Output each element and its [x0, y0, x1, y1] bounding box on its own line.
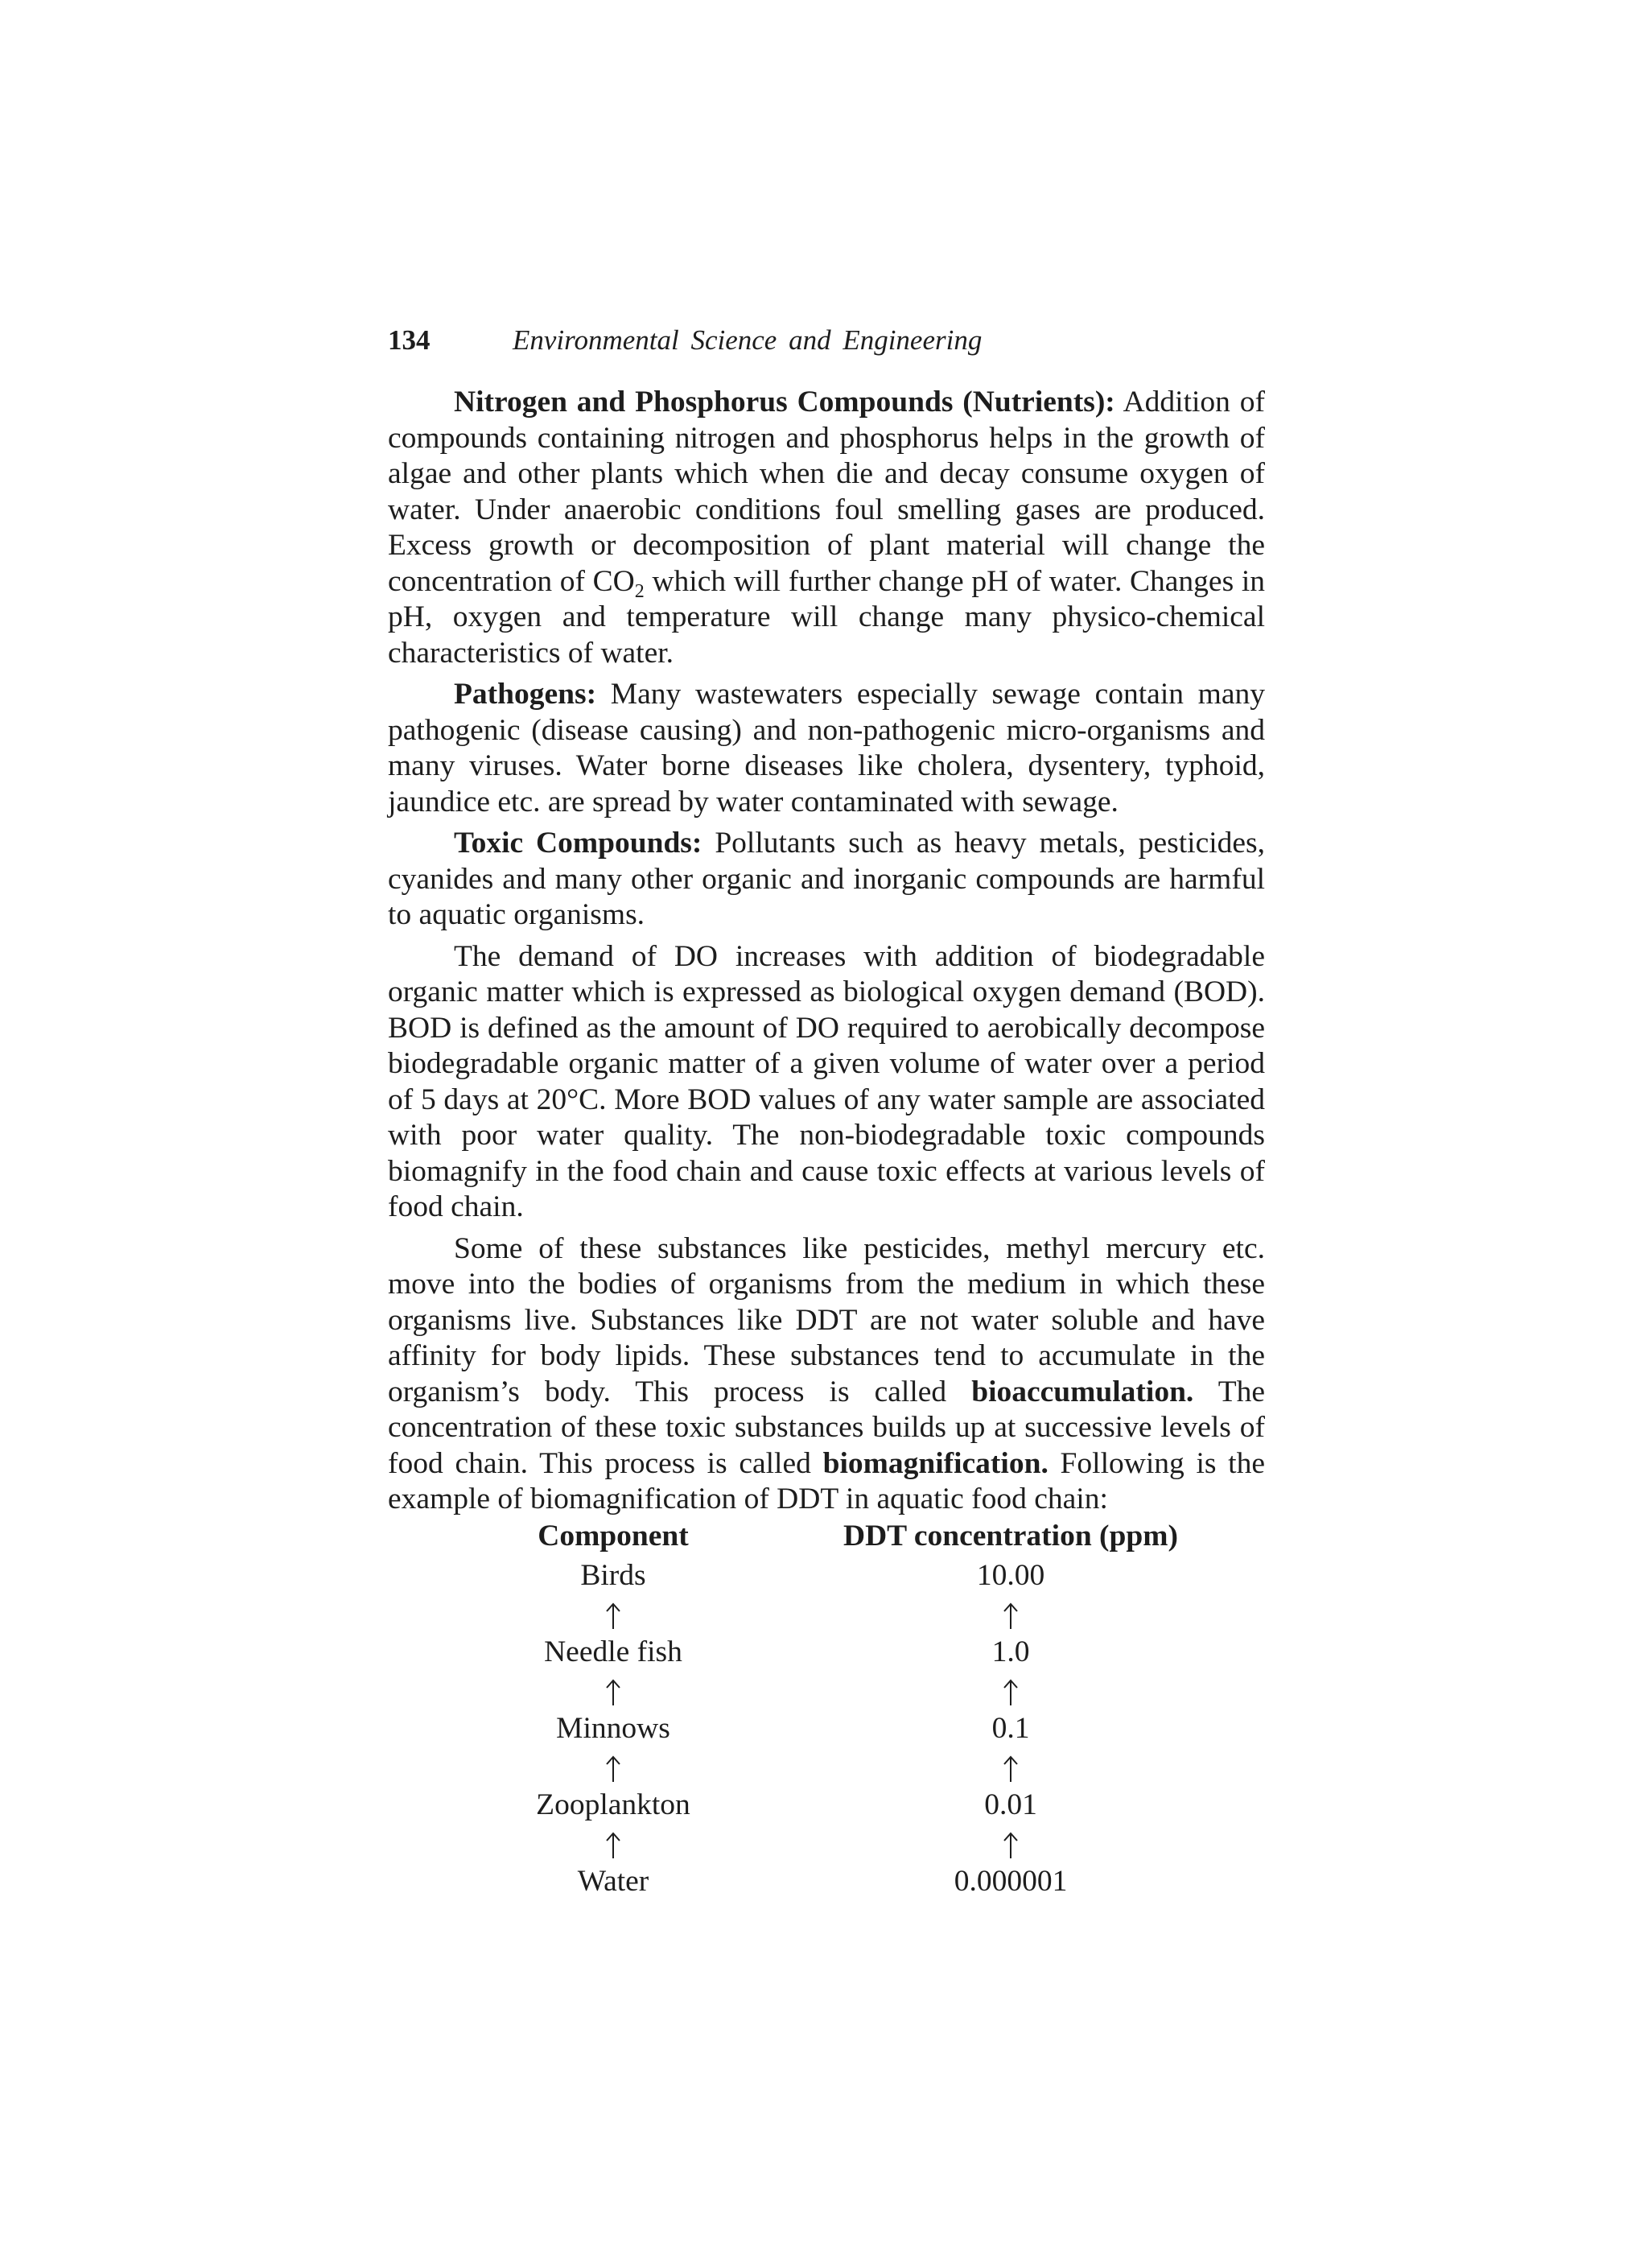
concentration-cell: 1.0	[991, 1635, 1030, 1668]
paragraph-nutrients	[388, 385, 1265, 671]
up-arrow-icon	[604, 1602, 622, 1630]
nutrients-text-2: which will further change pH of water. Changes in pH, oxygen and temperature will change many physico-chemical characteristics of water.	[388, 564, 1266, 670]
component-cell: Minnows	[556, 1712, 670, 1745]
co2-subscript: 2	[634, 580, 645, 602]
concentration-column	[808, 1516, 1213, 1901]
up-arrow-icon	[604, 1679, 622, 1706]
component-column	[492, 1516, 734, 1901]
paragraph-pathogens	[388, 677, 1265, 820]
page-number: 134	[388, 324, 431, 356]
biomag-text-2: The concentration of these toxic substances builds up at successive levels of food chain. This process is called	[388, 1375, 1266, 1480]
up-arrow-cell	[808, 1672, 1213, 1709]
up-arrow-cell	[808, 1825, 1213, 1862]
component-cell: Water	[577, 1865, 649, 1898]
component-cell: Needle fish	[544, 1635, 682, 1668]
concentration-cell: 10.00	[976, 1559, 1045, 1592]
up-arrow-icon	[1002, 1679, 1020, 1706]
toxic-heading: Toxic Compounds:	[454, 827, 702, 860]
nutrients-heading: Nitrogen and Phosphorus Compounds (Nutrients):	[454, 386, 1115, 419]
component-cell: Zooplankton	[536, 1788, 690, 1821]
toxic-text: Pollutants such as heavy metals, pesticides, cyanides and many other organic and inorganic compounds are harmful to aquatic organisms.	[388, 827, 1265, 931]
component-header: Component	[538, 1520, 689, 1553]
concentration-cell: 0.1	[991, 1712, 1030, 1745]
paragraph-biomagnification	[388, 1231, 1265, 1518]
paragraph-toxic	[388, 826, 1265, 934]
concentration-cell: 0.000001	[954, 1865, 1068, 1898]
component-cell: Birds	[580, 1559, 646, 1592]
bod-text: The demand of DO increases with addition of biodegradable organic matter which is expressed as biological oxygen demand (BOD). BOD is defined as the amount of DO required to aerobically decompose biodegradable organic matter of a given volume of water over a period of 5 days at 20°C. More BOD values of any water sample are associated with poor water quality. The non-biodegradable toxic compounds biomagnify in the food chain and cause toxic effects at various levels of food chain.	[388, 939, 1265, 1223]
body-text	[388, 385, 1265, 1524]
up-arrow-icon	[1002, 1755, 1020, 1783]
biomag-text-3: Following is the example of biomagnification of DDT in aquatic food chain:	[388, 1446, 1265, 1515]
up-arrow-cell	[492, 1825, 734, 1862]
term-bioaccumulation: bioaccumulation.	[971, 1375, 1194, 1408]
up-arrow-cell	[808, 1595, 1213, 1633]
concentration-header: DDT concentration (ppm)	[843, 1520, 1178, 1553]
concentration-cell: 0.01	[984, 1788, 1037, 1821]
paragraph-bod	[388, 939, 1265, 1226]
up-arrow-icon	[604, 1832, 622, 1859]
up-arrow-cell	[492, 1672, 734, 1709]
up-arrow-icon	[604, 1755, 622, 1783]
up-arrow-cell	[808, 1748, 1213, 1786]
nutrients-text-1: Addition of compounds containing nitrogen and phosphorus helps in the growth of algae and other plants which when die and decay consume oxygen of water. Under anaerobic conditions foul smelling gases are produced. Excess growth or decomposition of plant material will change the concentration of CO	[388, 386, 1265, 598]
running-title: Environmental Science and Engineering	[513, 324, 983, 356]
term-biomagnification: biomagnification.	[822, 1446, 1049, 1480]
up-arrow-cell	[492, 1748, 734, 1786]
up-arrow-icon	[1002, 1602, 1020, 1630]
pathogens-text: Many wastewaters especially sewage contain many pathogenic (disease causing) and non-pathogenic micro-organisms and many viruses. Water borne diseases like cholera, dysentery, typhoid, jaundice etc. are spread by water contaminated with sewage.	[388, 678, 1265, 819]
up-arrow-icon	[1002, 1832, 1020, 1859]
page-header	[388, 320, 1273, 361]
biomag-text-1: Some of these substances like pesticides, methyl mercury etc. move into the bodies of organisms from the medium in which these organisms live. Substances like DDT are not water soluble and have affinity for body lipids. These substances tend to accumulate in the organism’s body. This process is called	[388, 1231, 1265, 1408]
pathogens-heading: Pathogens:	[454, 678, 597, 711]
up-arrow-cell	[492, 1595, 734, 1633]
